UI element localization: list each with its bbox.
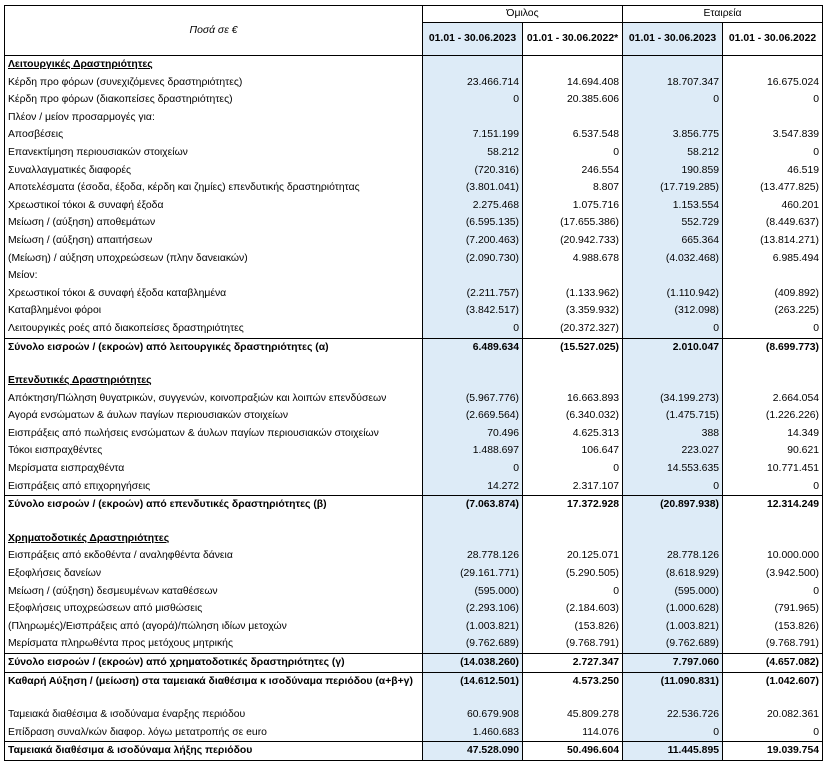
row-label: Απόκτηση/Πώληση θυγατρικών, συγγενών, κοινοπραξιών και λοιπών επενδύσεων xyxy=(5,390,423,408)
cell-value: (2.211.757) xyxy=(423,285,523,303)
table-row xyxy=(5,320,823,338)
table-row xyxy=(5,724,823,742)
row-label: Αποτελέσματα (έσοδα, έξοδα, κέρδη και ζημίες) επενδυτικής δραστηριότητας xyxy=(5,179,423,197)
cell-value: 0 xyxy=(523,144,623,162)
table-row xyxy=(5,302,823,320)
row-label: Μείωση / (αύξηση) απαιτήσεων xyxy=(5,232,423,250)
cell-value: 388 xyxy=(623,425,723,443)
cell-value: (3.359.932) xyxy=(523,302,623,320)
cell-value: (29.161.771) xyxy=(423,565,523,583)
cell-value: 0 xyxy=(623,91,723,109)
cell-value: 4.573.250 xyxy=(523,672,623,690)
cell-value: (263.225) xyxy=(723,302,823,320)
cell-value xyxy=(523,530,623,548)
cell-value xyxy=(723,690,823,706)
cell-value xyxy=(723,514,823,530)
table-row xyxy=(5,425,823,443)
cell-value xyxy=(723,109,823,127)
cell-value xyxy=(523,56,623,74)
cell-value: 45.809.278 xyxy=(523,706,623,724)
row-label: Καταβλημένοι φόροι xyxy=(5,302,423,320)
row-label: Μερίσματα εισπραχθέντα xyxy=(5,460,423,478)
row-label: Εισπράξεις από εκδοθέντα / αναληφθέντα δάνεια xyxy=(5,547,423,565)
group-header: Όμιλος xyxy=(423,6,623,23)
row-label: Καθαρή Αύξηση / (μείωση) στα ταμειακά διαθέσιμα κ ισοδύναμα περιόδου (α+β+γ) xyxy=(5,672,423,690)
cell-value: 17.372.928 xyxy=(523,496,623,514)
cell-value: 0 xyxy=(623,478,723,496)
row-label: Σύνολο εισροών / (εκροών) από λειτουργικές δραστηριότητες (α) xyxy=(5,338,423,356)
spacer-row xyxy=(5,514,823,530)
table-row xyxy=(5,583,823,601)
cell-value: 0 xyxy=(723,583,823,601)
cell-value: 6.537.548 xyxy=(523,126,623,144)
cell-value xyxy=(723,356,823,372)
cell-value: 14.349 xyxy=(723,425,823,443)
cell-value: (720.316) xyxy=(423,162,523,180)
cell-value: 0 xyxy=(423,460,523,478)
cell-value: 4.625.313 xyxy=(523,425,623,443)
cell-value: 114.076 xyxy=(523,724,623,742)
cell-value: (17.719.285) xyxy=(623,179,723,197)
row-label: Λειτουργικές Δραστηριότητες xyxy=(5,56,423,74)
cell-value: 16.663.893 xyxy=(523,390,623,408)
row-label: Χρεωστικοί τόκοι & συναφή έξοδα καταβλημένα xyxy=(5,285,423,303)
cell-value: (4.032.468) xyxy=(623,250,723,268)
cell-value: (8.699.773) xyxy=(723,338,823,356)
period-header: 01.01 - 30.06.2023 xyxy=(423,23,523,56)
cell-value xyxy=(723,372,823,390)
cell-value: (6.595.135) xyxy=(423,214,523,232)
cell-value xyxy=(423,56,523,74)
cash-flow-table xyxy=(4,5,823,761)
table-row xyxy=(5,91,823,109)
cell-value: (409.892) xyxy=(723,285,823,303)
cell-value: 14.553.635 xyxy=(623,460,723,478)
cell-value: (15.527.025) xyxy=(523,338,623,356)
cell-value: 246.554 xyxy=(523,162,623,180)
cell-value: (2.669.564) xyxy=(423,407,523,425)
row-label: Πλέον / μείον προσαρμογές για: xyxy=(5,109,423,127)
table-row xyxy=(5,126,823,144)
cell-value: 1.153.554 xyxy=(623,197,723,215)
table-row xyxy=(5,285,823,303)
cell-value xyxy=(623,690,723,706)
cell-value: 18.707.347 xyxy=(623,74,723,92)
cell-value: 19.039.754 xyxy=(723,742,823,761)
table-row xyxy=(5,232,823,250)
cell-value: (1.475.715) xyxy=(623,407,723,425)
cell-value: (17.655.386) xyxy=(523,214,623,232)
cell-value: 1.488.697 xyxy=(423,442,523,460)
row-label: Εισπράξεις από επιχορηγήσεις xyxy=(5,478,423,496)
cell-value: (6.340.032) xyxy=(523,407,623,425)
cell-value: 1.075.716 xyxy=(523,197,623,215)
cell-value: 0 xyxy=(723,144,823,162)
cell-value xyxy=(523,267,623,285)
cell-value: 0 xyxy=(623,320,723,338)
cell-value xyxy=(423,514,523,530)
cell-value: (153.826) xyxy=(523,618,623,636)
cell-value: 28.778.126 xyxy=(623,547,723,565)
cell-value: 8.807 xyxy=(523,179,623,197)
cell-value: (20.897.938) xyxy=(623,496,723,514)
cell-value: (3.942.500) xyxy=(723,565,823,583)
table-row xyxy=(5,267,823,285)
row-label: Εξοφλήσεις υποχρεώσεων από μισθώσεις xyxy=(5,600,423,618)
cell-value xyxy=(523,109,623,127)
cell-value: (9.762.689) xyxy=(623,635,723,653)
cell-value: 14.272 xyxy=(423,478,523,496)
row-label: Κέρδη προ φόρων (συνεχιζόμενες δραστηριότητες) xyxy=(5,74,423,92)
cell-value: 2.727.347 xyxy=(523,654,623,673)
cell-value: (2.184.603) xyxy=(523,600,623,618)
cell-value: 0 xyxy=(723,724,823,742)
cell-value: (20.942.733) xyxy=(523,232,623,250)
cell-value: (595.000) xyxy=(423,583,523,601)
cell-value xyxy=(623,109,723,127)
row-label: Μείωση / (αύξηση) δεσμευμένων καταθέσεων xyxy=(5,583,423,601)
cell-value: 2.317.107 xyxy=(523,478,623,496)
row-label: Εισπράξεις από πωλήσεις ενσώματων & άυλων παγίων περιουσιακών στοιχείων xyxy=(5,425,423,443)
cell-value xyxy=(523,514,623,530)
cell-value xyxy=(423,267,523,285)
cell-value: 6.489.634 xyxy=(423,338,523,356)
cell-value: 665.364 xyxy=(623,232,723,250)
cell-value: (1.226.226) xyxy=(723,407,823,425)
table-row xyxy=(5,109,823,127)
cell-value: (4.657.082) xyxy=(723,654,823,673)
cell-value: (14.038.260) xyxy=(423,654,523,673)
table-row xyxy=(5,197,823,215)
cell-value: (3.842.517) xyxy=(423,302,523,320)
cell-value: 0 xyxy=(423,320,523,338)
table-row xyxy=(5,478,823,496)
table-row xyxy=(5,618,823,636)
row-label: Σύνολο εισροών / (εκροών) από επενδυτικές δραστηριότητες (β) xyxy=(5,496,423,514)
cell-value: 223.027 xyxy=(623,442,723,460)
cell-value: (9.768.791) xyxy=(523,635,623,653)
cell-value: (1.042.607) xyxy=(723,672,823,690)
cell-value xyxy=(723,530,823,548)
cell-value: 6.985.494 xyxy=(723,250,823,268)
cell-value: (2.090.730) xyxy=(423,250,523,268)
total-row xyxy=(5,742,823,761)
cell-value: (791.965) xyxy=(723,600,823,618)
cell-value: 58.212 xyxy=(423,144,523,162)
row-label: Επίδραση συναλ/κών διαφορ. λόγω μετατροπής σε euro xyxy=(5,724,423,742)
cell-value: (1.003.821) xyxy=(623,618,723,636)
cell-value: 14.694.408 xyxy=(523,74,623,92)
cell-value: 50.496.604 xyxy=(523,742,623,761)
section-row xyxy=(5,372,823,390)
table-row xyxy=(5,179,823,197)
cell-value xyxy=(623,372,723,390)
cell-value: (8.449.637) xyxy=(723,214,823,232)
table-row xyxy=(5,144,823,162)
cell-value xyxy=(623,56,723,74)
cell-value: (11.090.831) xyxy=(623,672,723,690)
row-label xyxy=(5,514,423,530)
cell-value: 1.460.683 xyxy=(423,724,523,742)
cell-value: 0 xyxy=(523,583,623,601)
amounts-label: Ποσά σε € xyxy=(5,6,423,56)
cell-value xyxy=(623,356,723,372)
cell-value xyxy=(623,514,723,530)
row-label: Χρηματοδοτικές Δραστηριότητες xyxy=(5,530,423,548)
cell-value: (9.762.689) xyxy=(423,635,523,653)
cell-value: 10.771.451 xyxy=(723,460,823,478)
cell-value xyxy=(423,530,523,548)
cell-value: 10.000.000 xyxy=(723,547,823,565)
cell-value: 7.151.199 xyxy=(423,126,523,144)
cell-value: (595.000) xyxy=(623,583,723,601)
table-row xyxy=(5,460,823,478)
cell-value: 2.275.468 xyxy=(423,197,523,215)
table-row xyxy=(5,390,823,408)
total-row xyxy=(5,338,823,356)
cell-value: 28.778.126 xyxy=(423,547,523,565)
cell-value: (7.063.874) xyxy=(423,496,523,514)
cell-value: 23.466.714 xyxy=(423,74,523,92)
cell-value: (8.618.929) xyxy=(623,565,723,583)
cell-value xyxy=(423,109,523,127)
cell-value: 20.082.361 xyxy=(723,706,823,724)
section-row xyxy=(5,56,823,74)
cell-value: 58.212 xyxy=(623,144,723,162)
cell-value: (9.768.791) xyxy=(723,635,823,653)
cell-value xyxy=(523,690,623,706)
cell-value: (153.826) xyxy=(723,618,823,636)
cell-value: (1.000.628) xyxy=(623,600,723,618)
cell-value: 460.201 xyxy=(723,197,823,215)
table-row xyxy=(5,442,823,460)
total-row xyxy=(5,654,823,673)
cell-value: (13.814.271) xyxy=(723,232,823,250)
period-header: 01.01 - 30.06.2022 xyxy=(723,23,823,56)
cell-value: (1.133.962) xyxy=(523,285,623,303)
row-label: Συναλλαγματικές διαφορές xyxy=(5,162,423,180)
cell-value: 190.859 xyxy=(623,162,723,180)
cell-value: 20.385.606 xyxy=(523,91,623,109)
table-row xyxy=(5,635,823,653)
cell-value xyxy=(723,267,823,285)
cell-value: 2.010.047 xyxy=(623,338,723,356)
cell-value: (14.612.501) xyxy=(423,672,523,690)
cell-value: (312.098) xyxy=(623,302,723,320)
cell-value: (1.110.942) xyxy=(623,285,723,303)
row-label: Σύνολο εισροών / (εκροών) από χρηματοδοτικές δραστηριότητες (γ) xyxy=(5,654,423,673)
cell-value: 0 xyxy=(723,91,823,109)
section-row xyxy=(5,530,823,548)
cell-value: (5.967.776) xyxy=(423,390,523,408)
row-label: Αποσβέσεις xyxy=(5,126,423,144)
cell-value: (7.200.463) xyxy=(423,232,523,250)
cell-value xyxy=(723,56,823,74)
cell-value: (13.477.825) xyxy=(723,179,823,197)
cell-value xyxy=(623,530,723,548)
cell-value: 552.729 xyxy=(623,214,723,232)
total-row xyxy=(5,496,823,514)
row-label xyxy=(5,356,423,372)
row-label: Χρεωστικοί τόκοι & συναφή έξοδα xyxy=(5,197,423,215)
row-label: (Μείωση) / αύξηση υποχρεώσεων (πλην δανειακών) xyxy=(5,250,423,268)
cell-value: 3.856.775 xyxy=(623,126,723,144)
cell-value: 2.664.054 xyxy=(723,390,823,408)
cell-value: 0 xyxy=(723,320,823,338)
row-label: Μείωση / (αύξηση) αποθεμάτων xyxy=(5,214,423,232)
row-label: Μείον: xyxy=(5,267,423,285)
row-label: Λειτουργικές ροές από διακοπείσες δραστηριότητες xyxy=(5,320,423,338)
period-header: 01.01 - 30.06.2022* xyxy=(523,23,623,56)
cell-value: (34.199.273) xyxy=(623,390,723,408)
cell-value: 0 xyxy=(623,724,723,742)
cell-value: 46.519 xyxy=(723,162,823,180)
table-row xyxy=(5,547,823,565)
table-row xyxy=(5,74,823,92)
cell-value: 0 xyxy=(723,478,823,496)
period-header: 01.01 - 30.06.2023 xyxy=(623,23,723,56)
cell-value: 4.988.678 xyxy=(523,250,623,268)
cell-value: 20.125.071 xyxy=(523,547,623,565)
table-row xyxy=(5,214,823,232)
row-label: Μερίσματα πληρωθέντα προς μετόχους μητρικής xyxy=(5,635,423,653)
cell-value xyxy=(623,267,723,285)
row-label: Εξοφλήσεις δανείων xyxy=(5,565,423,583)
table-row xyxy=(5,407,823,425)
cell-value xyxy=(423,372,523,390)
table-row xyxy=(5,706,823,724)
cell-value: 106.647 xyxy=(523,442,623,460)
row-label: Αγορά ενσώματων & άυλων παγίων περιουσιακών στοιχείων xyxy=(5,407,423,425)
row-label: Επενδυτικές Δραστηριότητες xyxy=(5,372,423,390)
cell-value: 16.675.024 xyxy=(723,74,823,92)
row-label: Ταμειακά διαθέσιμα & ισοδύναμα έναρξης περιόδου xyxy=(5,706,423,724)
spacer-row xyxy=(5,690,823,706)
cell-value: 90.621 xyxy=(723,442,823,460)
cell-value: 0 xyxy=(423,91,523,109)
row-label xyxy=(5,690,423,706)
cell-value: (3.801.041) xyxy=(423,179,523,197)
company-header: Εταιρεία xyxy=(623,6,823,23)
table-row xyxy=(5,250,823,268)
table-row xyxy=(5,162,823,180)
cell-value: 11.445.895 xyxy=(623,742,723,761)
cell-value: (2.293.106) xyxy=(423,600,523,618)
cell-value xyxy=(423,356,523,372)
cell-value: 12.314.249 xyxy=(723,496,823,514)
cell-value: 0 xyxy=(523,460,623,478)
row-label: Κέρδη προ φόρων (διακοπείσες δραστηριότητες) xyxy=(5,91,423,109)
cell-value: 70.496 xyxy=(423,425,523,443)
cell-value: 22.536.726 xyxy=(623,706,723,724)
spacer-row xyxy=(5,356,823,372)
cell-value xyxy=(423,690,523,706)
row-label: Επανεκτίμηση περιουσιακών στοιχείων xyxy=(5,144,423,162)
cell-value: 47.528.090 xyxy=(423,742,523,761)
row-label: Τόκοι εισπραχθέντες xyxy=(5,442,423,460)
total-row xyxy=(5,672,823,690)
cell-value: 7.797.060 xyxy=(623,654,723,673)
row-label: (Πληρωμές)/Εισπράξεις από (αγορά)/πώληση ιδίων μετοχών xyxy=(5,618,423,636)
table-row xyxy=(5,600,823,618)
cell-value: 60.679.908 xyxy=(423,706,523,724)
cell-value: 3.547.839 xyxy=(723,126,823,144)
table-row xyxy=(5,565,823,583)
cell-value xyxy=(523,356,623,372)
row-label: Ταμειακά διαθέσιμα & ισοδύναμα λήξης περιόδου xyxy=(5,742,423,761)
cell-value xyxy=(523,372,623,390)
cell-value: (1.003.821) xyxy=(423,618,523,636)
cell-value: (20.372.327) xyxy=(523,320,623,338)
cell-value: (5.290.505) xyxy=(523,565,623,583)
